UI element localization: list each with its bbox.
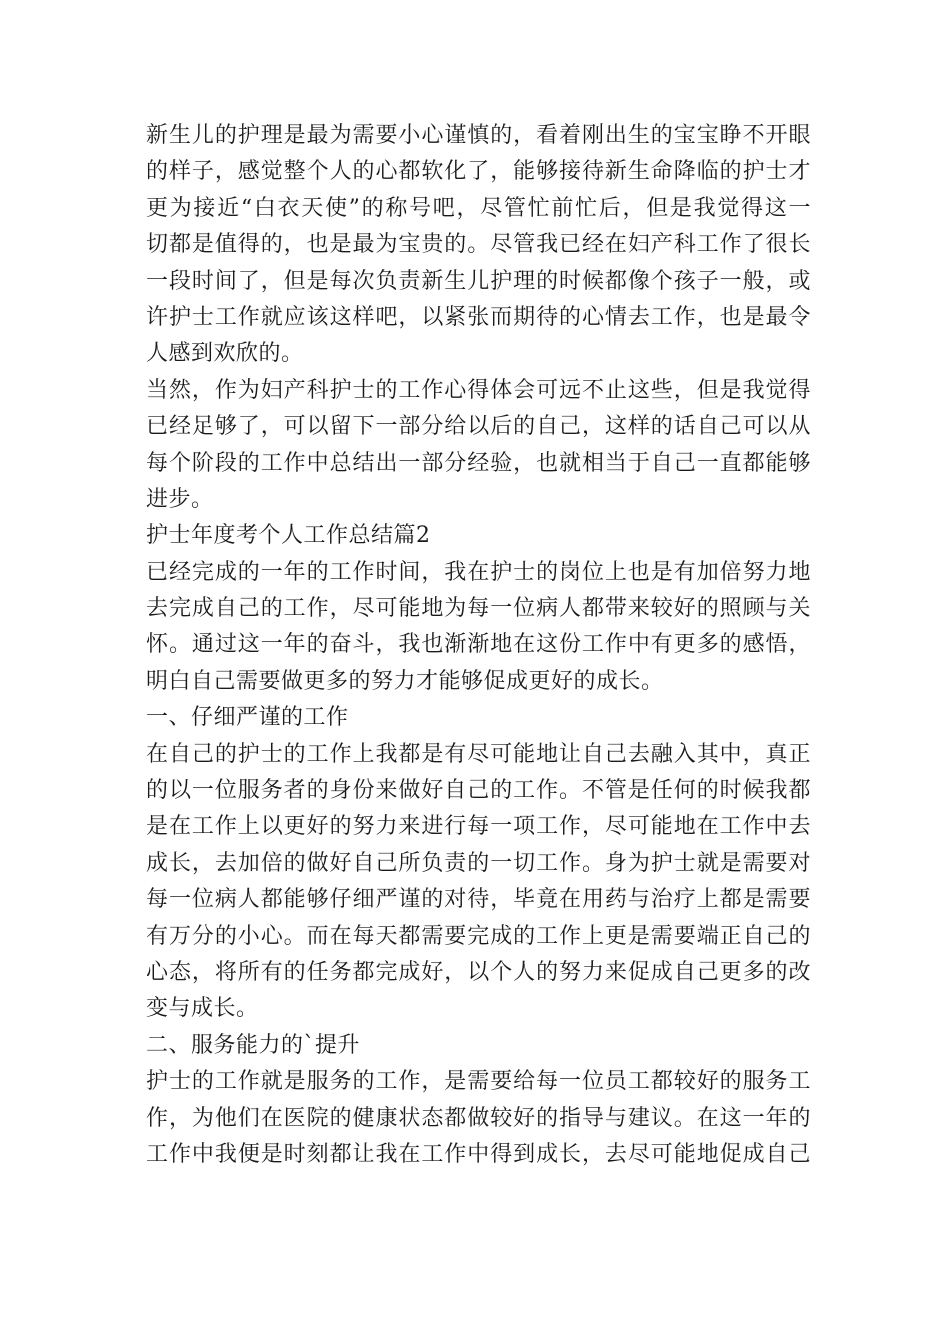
text-line: 当然，作为妇产科护士的工作心得体会可远不止这些，但是我觉得 xyxy=(146,377,811,403)
text-line: 护士的工作就是服务的工作，是需要给每一位员工都较好的服务工 xyxy=(146,1069,811,1095)
text-line: 的以一位服务者的身份来做好自己的工作。不管是任何的时候我都 xyxy=(146,778,811,804)
text-line: 每一位病人都能够仔细严谨的对待，毕竟在用药与治疗上都是需要 xyxy=(146,887,811,913)
text-line: 是在工作上以更好的努力来进行每一项工作，尽可能地在工作中去 xyxy=(146,814,811,840)
text-line: 在自己的护士的工作上我都是有尽可能地让自己去融入其中，真正 xyxy=(146,741,811,767)
text-line: 人感到欢欣的。 xyxy=(146,341,304,367)
text-line: 去完成自己的工作，尽可能地为每一位病人都带来较好的照顾与关 xyxy=(146,596,811,622)
section-heading: 二、服务能力的`提升 xyxy=(146,1032,361,1058)
text-line: 许护士工作就应该这样吧，以紧张而期待的心情去工作，也是最令 xyxy=(146,304,811,330)
text-line: 有万分的小心。而在每天都需要完成的工作上更是需要端正自己的 xyxy=(146,923,811,949)
text-line: 变与成长。 xyxy=(146,996,259,1022)
section-heading: 一、仔细严谨的工作 xyxy=(146,705,349,731)
text-line: 一段时间了，但是每次负责新生儿护理的时候都像个孩子一般，或 xyxy=(146,268,811,294)
text-line: 已经完成的一年的工作时间，我在护士的岗位上也是有加倍努力地 xyxy=(146,559,811,585)
text-line: 切都是值得的，也是最为宝贵的。尽管我已经在妇产科工作了很长 xyxy=(146,232,811,258)
text-line: 的样子，感觉整个人的心都软化了，能够接待新生命降临的护士才 xyxy=(146,159,811,185)
text-line: 已经足够了，可以留下一部分给以后的自己，这样的话自己可以从 xyxy=(146,414,811,440)
text-line: 新生儿的护理是最为需要小心谨慎的，看着刚出生的宝宝睁不开眼 xyxy=(146,123,811,148)
text-line: 明白自己需要做更多的努力才能够促成更好的成长。 xyxy=(146,668,664,694)
text-line: 每个阶段的工作中总结出一部分经验，也就相当于自己一直都能够 xyxy=(146,450,811,476)
text-line: 更为接近“白衣天使”的称号吧，尽管忙前忙后，但是我觉得这一 xyxy=(146,195,811,221)
text-line: 进步。 xyxy=(146,486,214,512)
text-line: 成长，去加倍的做好自己所负责的一切工作。身为护士就是需要对 xyxy=(146,850,811,876)
text-line: 工作中我便是时刻都让我在工作中得到成长，去尽可能地促成自己 xyxy=(146,1141,811,1167)
section-heading: 护士年度考个人工作总结篇2 xyxy=(146,523,431,549)
text-line: 怀。通过这一年的奋斗，我也渐渐地在这份工作中有更多的感悟， xyxy=(146,632,811,658)
text-line: 作，为他们在医院的健康状态都做较好的指导与建议。在这一年的 xyxy=(146,1105,811,1131)
document-body xyxy=(146,118,811,1173)
text-line: 心态，将所有的任务都完成好，以个人的努力来促成自己更多的改 xyxy=(146,959,811,985)
